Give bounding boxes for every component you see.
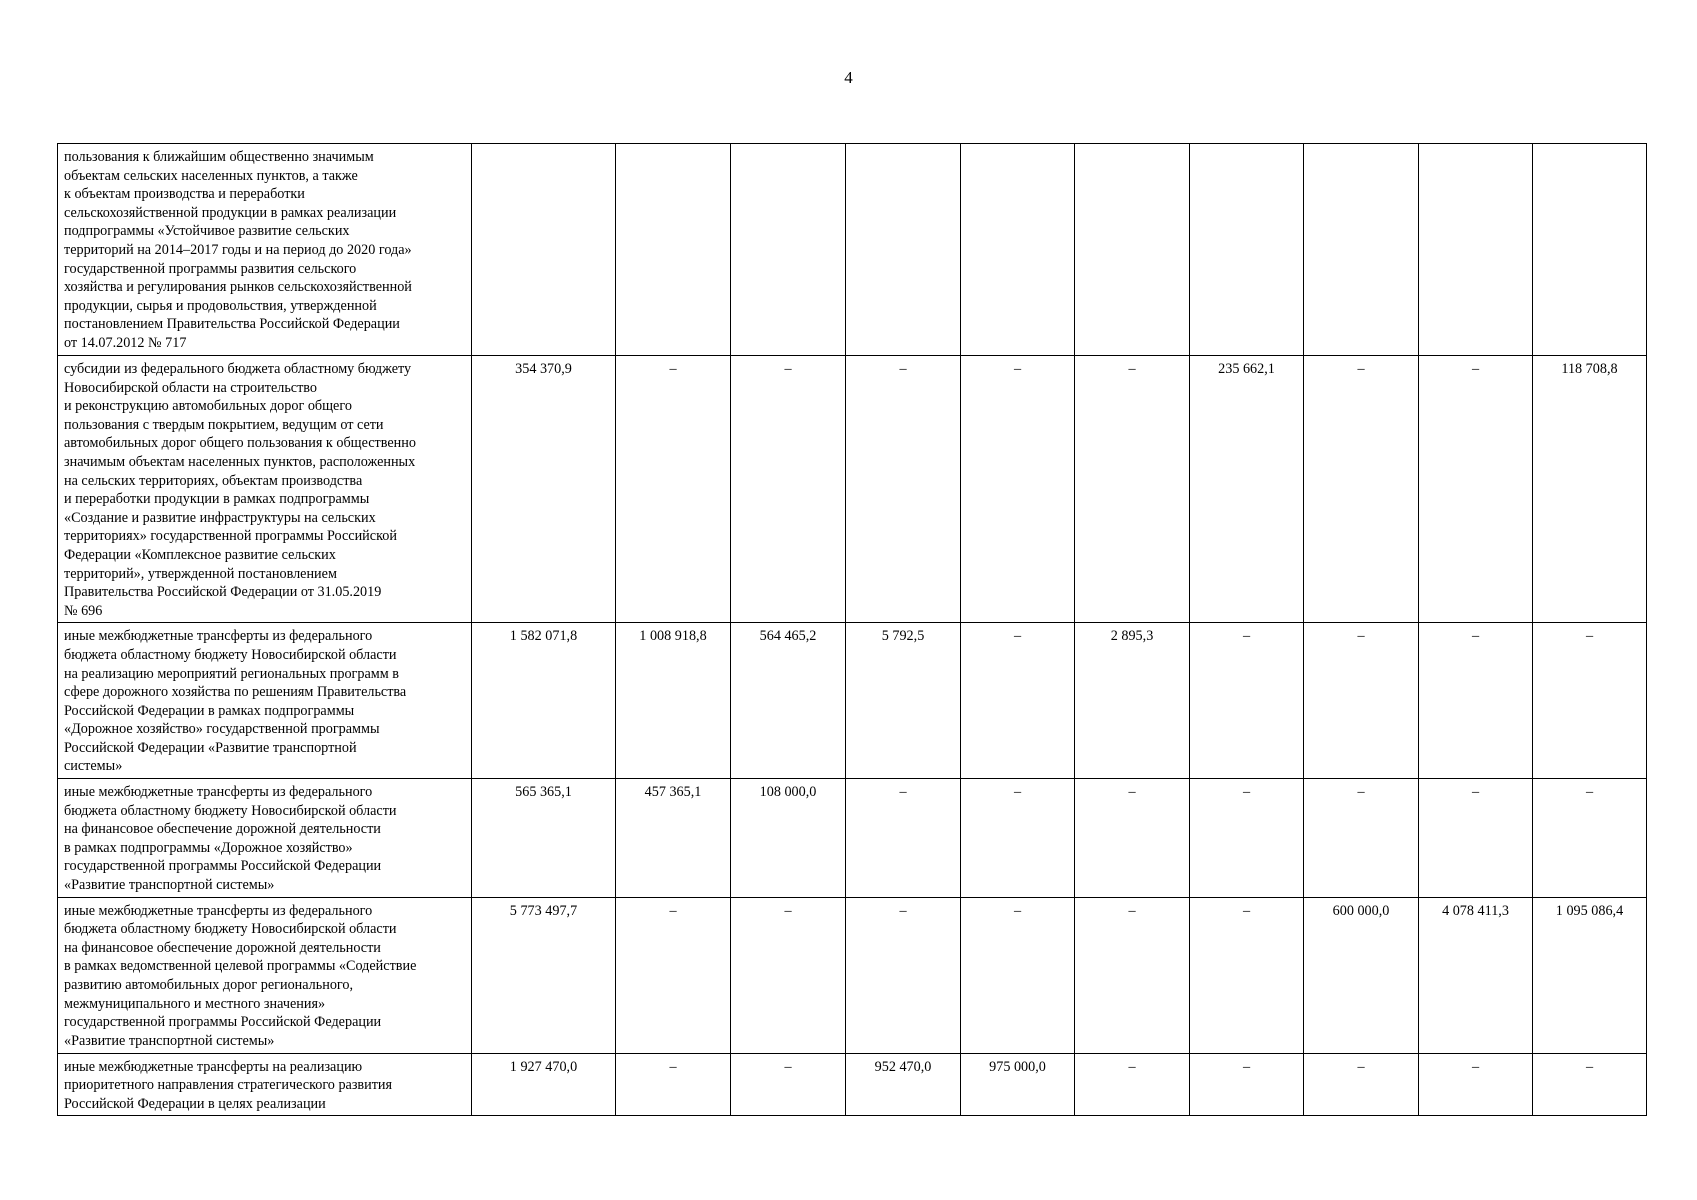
value-cell: 5 773 497,7 xyxy=(472,897,616,1053)
value-cell: – xyxy=(1419,356,1533,623)
value-cell xyxy=(846,144,961,356)
value-cell: – xyxy=(616,1053,731,1116)
value-cell: 235 662,1 xyxy=(1190,356,1304,623)
row-description-cell xyxy=(58,356,472,623)
value-cell: – xyxy=(961,356,1075,623)
value-cell: 4 078 411,3 xyxy=(1419,897,1533,1053)
value-cell xyxy=(472,144,616,356)
page-number: 4 xyxy=(844,68,853,87)
value-cell: – xyxy=(1075,779,1190,898)
value-cell: 354 370,9 xyxy=(472,356,616,623)
description-line: иные межбюджетные трансферты из федерального xyxy=(64,902,373,919)
description-line: Российской Федерации в рамках подпрограммы xyxy=(64,702,355,719)
value-cell: – xyxy=(616,897,731,1053)
value-cell: – xyxy=(1304,356,1419,623)
row-description-cell xyxy=(58,897,472,1053)
description-line: и реконструкцию автомобильных дорог общего xyxy=(64,398,352,415)
value-cell xyxy=(616,144,731,356)
description-line: хозяйства и регулирования рынков сельскохозяйственной xyxy=(64,279,412,296)
value-cell xyxy=(731,144,846,356)
description-line: государственной программы Российской Федерации xyxy=(64,858,382,875)
description-line: постановлением Правительства Российской Федерации xyxy=(64,316,400,333)
value-cell: 1 008 918,8 xyxy=(616,623,731,779)
description-line: иные межбюджетные трансферты из федерального xyxy=(64,784,373,801)
table-body xyxy=(58,144,1647,1116)
value-cell xyxy=(1075,144,1190,356)
description-line: на финансовое обеспечение дорожной деятельности xyxy=(64,939,381,956)
value-cell: 108 000,0 xyxy=(731,779,846,898)
value-cell: – xyxy=(1304,1053,1419,1116)
description-line: подпрограммы «Устойчивое развитие сельских xyxy=(64,223,350,240)
description-line: бюджета областному бюджету Новосибирской области xyxy=(64,802,397,819)
description-line: иные межбюджетные трансферты на реализацию xyxy=(64,1058,363,1075)
table-row xyxy=(58,779,1647,898)
value-cell: – xyxy=(961,623,1075,779)
description-line: Российской Федерации в целях реализации xyxy=(64,1095,326,1112)
value-cell: – xyxy=(1304,779,1419,898)
value-cell: 1 927 470,0 xyxy=(472,1053,616,1116)
description-line: к объектам производства и переработки xyxy=(64,186,305,203)
description-line: «Развитие транспортной системы» xyxy=(64,1032,275,1049)
table-row xyxy=(58,356,1647,623)
table-row xyxy=(58,623,1647,779)
description-line: бюджета областному бюджету Новосибирской области xyxy=(64,646,397,663)
value-cell: – xyxy=(1419,779,1533,898)
value-cell: – xyxy=(961,897,1075,1053)
value-cell: – xyxy=(961,779,1075,898)
value-cell: 457 365,1 xyxy=(616,779,731,898)
table-row xyxy=(58,897,1647,1053)
description-line: значимым объектам населенных пунктов, расположенных xyxy=(64,453,416,470)
value-cell xyxy=(961,144,1075,356)
row-description-cell xyxy=(58,779,472,898)
table-row xyxy=(58,144,1647,356)
value-cell: – xyxy=(1075,897,1190,1053)
row-description-cell xyxy=(58,1053,472,1116)
description-line: территориях» государственной программы Российской xyxy=(64,528,397,545)
value-cell: 975 000,0 xyxy=(961,1053,1075,1116)
value-cell: 565 365,1 xyxy=(472,779,616,898)
description-line: объектам сельских населенных пунктов, а также xyxy=(64,167,358,184)
description-line: сфере дорожного хозяйства по решениям Правительства xyxy=(64,684,407,701)
value-cell: – xyxy=(1304,623,1419,779)
description-line: от 14.07.2012 № 717 xyxy=(64,334,187,351)
description-line: пользования к ближайшим общественно значимым xyxy=(64,149,374,165)
value-cell: 2 895,3 xyxy=(1075,623,1190,779)
value-cell xyxy=(1419,144,1533,356)
description-line: «Развитие транспортной системы» xyxy=(64,877,275,894)
budget-table xyxy=(57,143,1647,1116)
description-line: на реализацию мероприятий региональных программ в xyxy=(64,665,399,682)
value-cell: – xyxy=(1075,356,1190,623)
value-cell: 1 095 086,4 xyxy=(1533,897,1647,1053)
description-line: бюджета областному бюджету Новосибирской области xyxy=(64,921,397,938)
description-line: приоритетного направления стратегического развития xyxy=(64,1077,393,1094)
description-line: № 696 xyxy=(64,602,103,619)
value-cell: – xyxy=(1533,623,1647,779)
value-cell xyxy=(1533,144,1647,356)
value-cell: – xyxy=(1190,1053,1304,1116)
description-line: Федерации «Комплексное развитие сельских xyxy=(64,546,336,563)
description-line: на финансовое обеспечение дорожной деятельности xyxy=(64,821,381,838)
value-cell: – xyxy=(1419,1053,1533,1116)
value-cell: 5 792,5 xyxy=(846,623,961,779)
row-description-cell xyxy=(58,623,472,779)
value-cell: 564 465,2 xyxy=(731,623,846,779)
value-cell: – xyxy=(731,356,846,623)
value-cell: – xyxy=(616,356,731,623)
value-cell: – xyxy=(846,356,961,623)
description-line: автомобильных дорог общего пользования к общественно xyxy=(64,435,416,452)
description-line: и переработки продукции в рамках подпрограммы xyxy=(64,491,370,508)
value-cell: – xyxy=(731,1053,846,1116)
description-line: на сельских территориях, объектам производства xyxy=(64,472,363,489)
value-cell: – xyxy=(1190,623,1304,779)
description-line: развитию автомобильных дорог регионального, xyxy=(64,977,354,993)
value-cell: – xyxy=(846,897,961,1053)
row-description-cell xyxy=(58,144,472,356)
table-row xyxy=(58,1053,1647,1116)
value-cell: – xyxy=(731,897,846,1053)
description-line: системы» xyxy=(64,758,123,775)
description-line: Правительства Российской Федерации от 31.05.2019 xyxy=(64,584,382,601)
description-line: территорий на 2014–2017 годы и на период до 2020 года» xyxy=(64,241,412,258)
value-cell: – xyxy=(1075,1053,1190,1116)
description-line: государственной программы развития сельского xyxy=(64,260,357,277)
value-cell: – xyxy=(1419,623,1533,779)
description-line: Новосибирской области на строительство xyxy=(64,379,317,396)
description-line: в рамках ведомственной целевой программы «Содействие xyxy=(64,958,417,975)
description-line: продукции, сырья и продовольствия, утвержденной xyxy=(64,297,377,314)
description-line: Российской Федерации «Развитие транспортной xyxy=(64,739,357,756)
description-line: межмуниципального и местного значения» xyxy=(64,995,326,1012)
description-line: субсидии из федерального бюджета областному бюджету xyxy=(64,361,412,377)
value-cell: 118 708,8 xyxy=(1533,356,1647,623)
description-line: территорий», утвержденной постановлением xyxy=(64,565,337,582)
description-line: сельскохозяйственной продукции в рамках реализации xyxy=(64,204,397,221)
value-cell xyxy=(1304,144,1419,356)
description-line: государственной программы Российской Федерации xyxy=(64,1014,382,1031)
value-cell: 952 470,0 xyxy=(846,1053,961,1116)
description-line: «Дорожное хозяйство» государственной программы xyxy=(64,721,380,738)
description-line: пользования с твердым покрытием, ведущим от сети xyxy=(64,416,384,433)
value-cell: – xyxy=(1190,779,1304,898)
value-cell: 1 582 071,8 xyxy=(472,623,616,779)
description-line: «Создание и развитие инфраструктуры на сельских xyxy=(64,509,376,526)
description-line: иные межбюджетные трансферты из федерального xyxy=(64,628,373,645)
value-cell: – xyxy=(846,779,961,898)
value-cell: – xyxy=(1533,779,1647,898)
value-cell: 600 000,0 xyxy=(1304,897,1419,1053)
value-cell xyxy=(1190,144,1304,356)
value-cell: – xyxy=(1190,897,1304,1053)
description-line: в рамках подпрограммы «Дорожное хозяйство» xyxy=(64,839,353,856)
value-cell: – xyxy=(1533,1053,1647,1116)
